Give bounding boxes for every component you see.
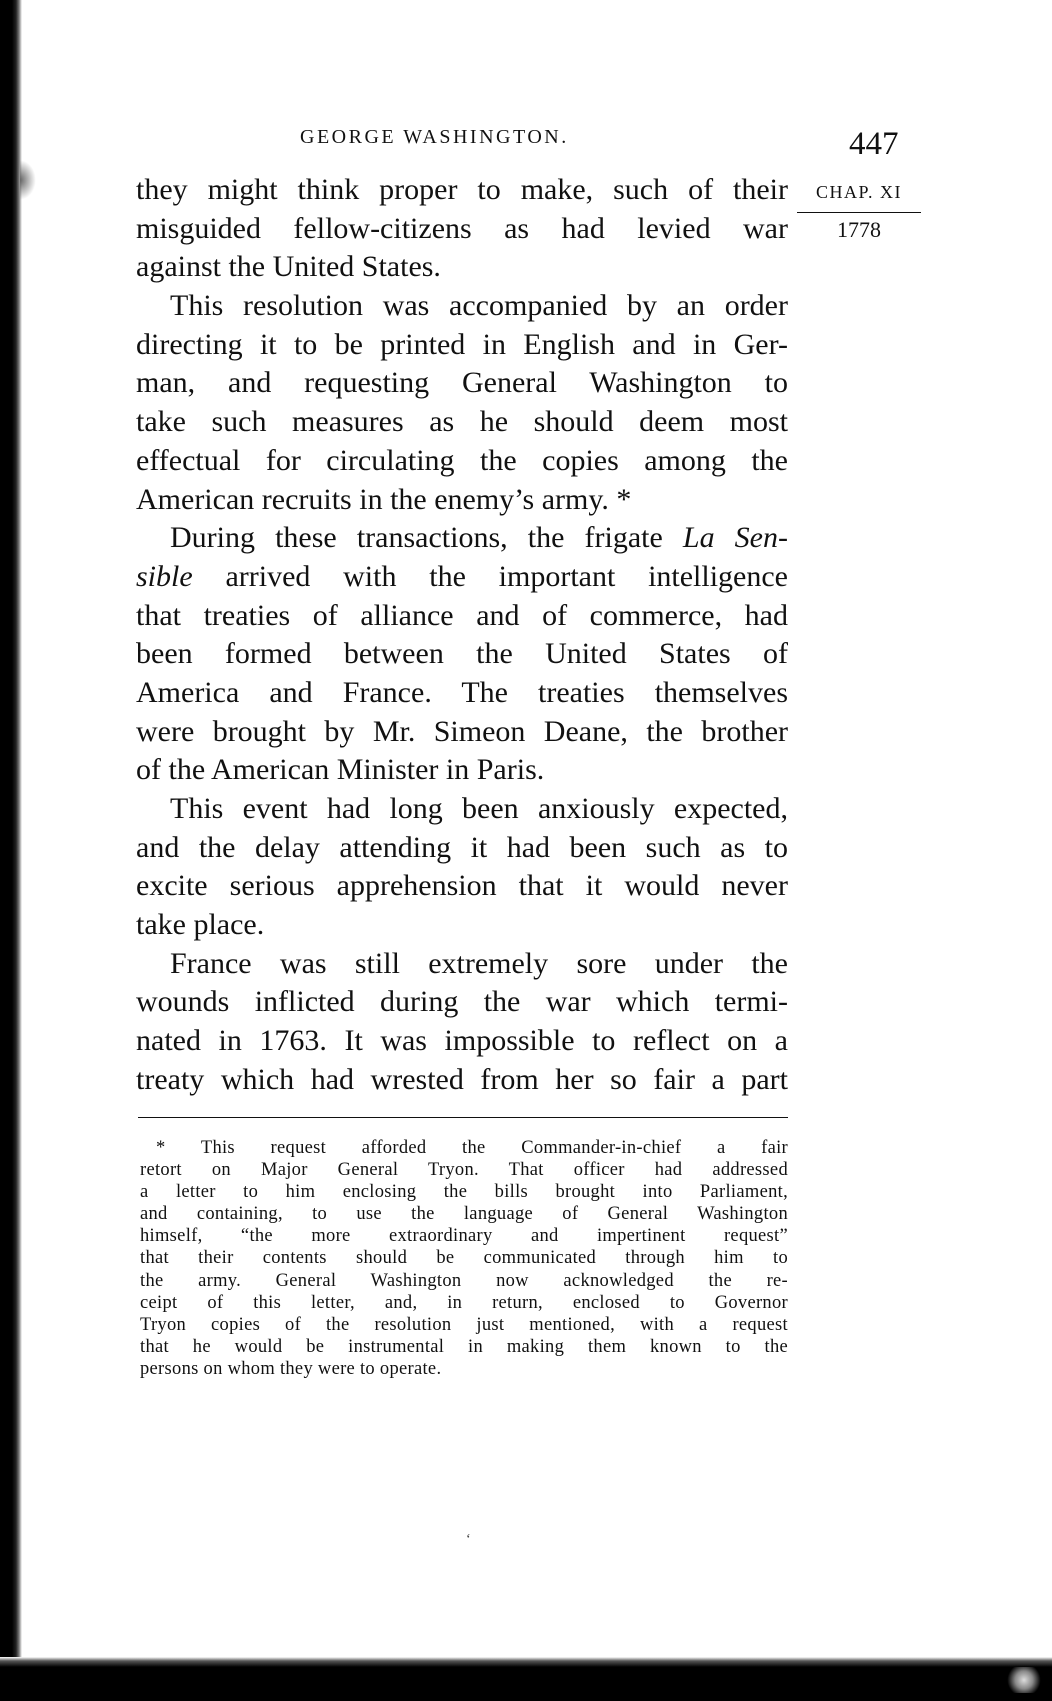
- text-line: [136, 519, 788, 558]
- footnote-line: Tryon copies of the resolution just mentioned, with a request: [140, 1314, 788, 1335]
- footnote-line: that he would be instrumental in making them known to the: [140, 1336, 788, 1357]
- running-head: GEORGE WASHINGTON.: [300, 126, 569, 148]
- margin-year: 1778: [837, 217, 881, 242]
- scan-edge-bottom: [0, 1657, 1052, 1701]
- text-line: This event had long been anxiously expected,: [170, 792, 788, 825]
- text-line: and the delay attending it had been such as to: [136, 830, 788, 864]
- ship-name-italic: sible: [136, 559, 193, 593]
- footnote-line: and containing, to use the language of General Washington: [140, 1204, 788, 1225]
- ship-name-italic: La Sen-: [682, 521, 788, 555]
- margin-chapter: CHAP. XI: [815, 182, 902, 202]
- footnote-line: himself, “the more extraordinary and impertinent request”: [140, 1226, 788, 1247]
- text-line: been formed between the United States of: [136, 637, 788, 671]
- margin-note: [797, 180, 921, 243]
- text-line: wounds inflicted during the war which termi-: [136, 985, 788, 1019]
- text-line: take such measures as he should deem most: [136, 405, 788, 439]
- scan-mark: [20, 160, 36, 200]
- text-line: nated in 1763. It was impossible to reflect on a: [136, 1024, 788, 1058]
- text-line: France was still extremely sore under the: [170, 946, 788, 980]
- footnote: [140, 1137, 788, 1380]
- footnote-line: retort on Major General Tryon. That officer had addressed: [140, 1160, 788, 1181]
- text-line: excite serious apprehension that it would never: [136, 869, 788, 903]
- footnote-line: persons on whom they were to operate.: [140, 1358, 442, 1379]
- text-line: that treaties of alliance and of commerce, had: [136, 598, 788, 632]
- text-line: directing it to be printed in English and in Ger-: [136, 327, 788, 361]
- text-line: [136, 558, 788, 597]
- footnote-line: that their contents should be communicated through him to: [140, 1248, 788, 1269]
- text-line: they might think proper to make, such of their: [136, 173, 788, 206]
- footnote-line: a letter to him enclosing the bills brought into Parliament,: [140, 1182, 788, 1203]
- text-line: effectual for circulating the copies among the: [136, 443, 788, 477]
- footnote-line: * This request afforded the Commander-in-chief a fair: [156, 1138, 788, 1158]
- text-line: take place.: [136, 908, 265, 942]
- text-line: This resolution was accompanied by an order: [170, 289, 788, 323]
- text-line: were brought by Mr. Simeon Deane, the brother: [136, 714, 788, 748]
- body-text: [136, 171, 788, 1100]
- text-line: American recruits in the enemy’s army. *: [136, 482, 632, 516]
- page-number: 447: [849, 126, 899, 162]
- text-line: America and France. The treaties themselves: [136, 675, 788, 709]
- footnote-rule: [138, 1117, 788, 1118]
- footnote-line: the army. General Washington now acknowledged the re-: [140, 1270, 788, 1291]
- text-line: misguided fellow-citizens as had levied war: [136, 211, 788, 245]
- text-span: During these transactions, the frigate: [170, 521, 663, 555]
- text-span: arrived with the important intelligence: [225, 559, 789, 593]
- scan-edge-left: [0, 0, 22, 1701]
- scan-stray-mark: ‘: [466, 1532, 471, 1547]
- text-line: against the United States.: [136, 250, 441, 284]
- margin-rule: [797, 212, 921, 213]
- footnote-line: ceipt of this letter, and, in return, enclosed to Governor: [140, 1292, 788, 1313]
- text-line: man, and requesting General Washington to: [136, 366, 788, 400]
- scan-speck: [1006, 1667, 1042, 1693]
- text-line: treaty which had wrested from her so fair a part: [136, 1062, 788, 1096]
- text-line: of the American Minister in Paris.: [136, 753, 545, 787]
